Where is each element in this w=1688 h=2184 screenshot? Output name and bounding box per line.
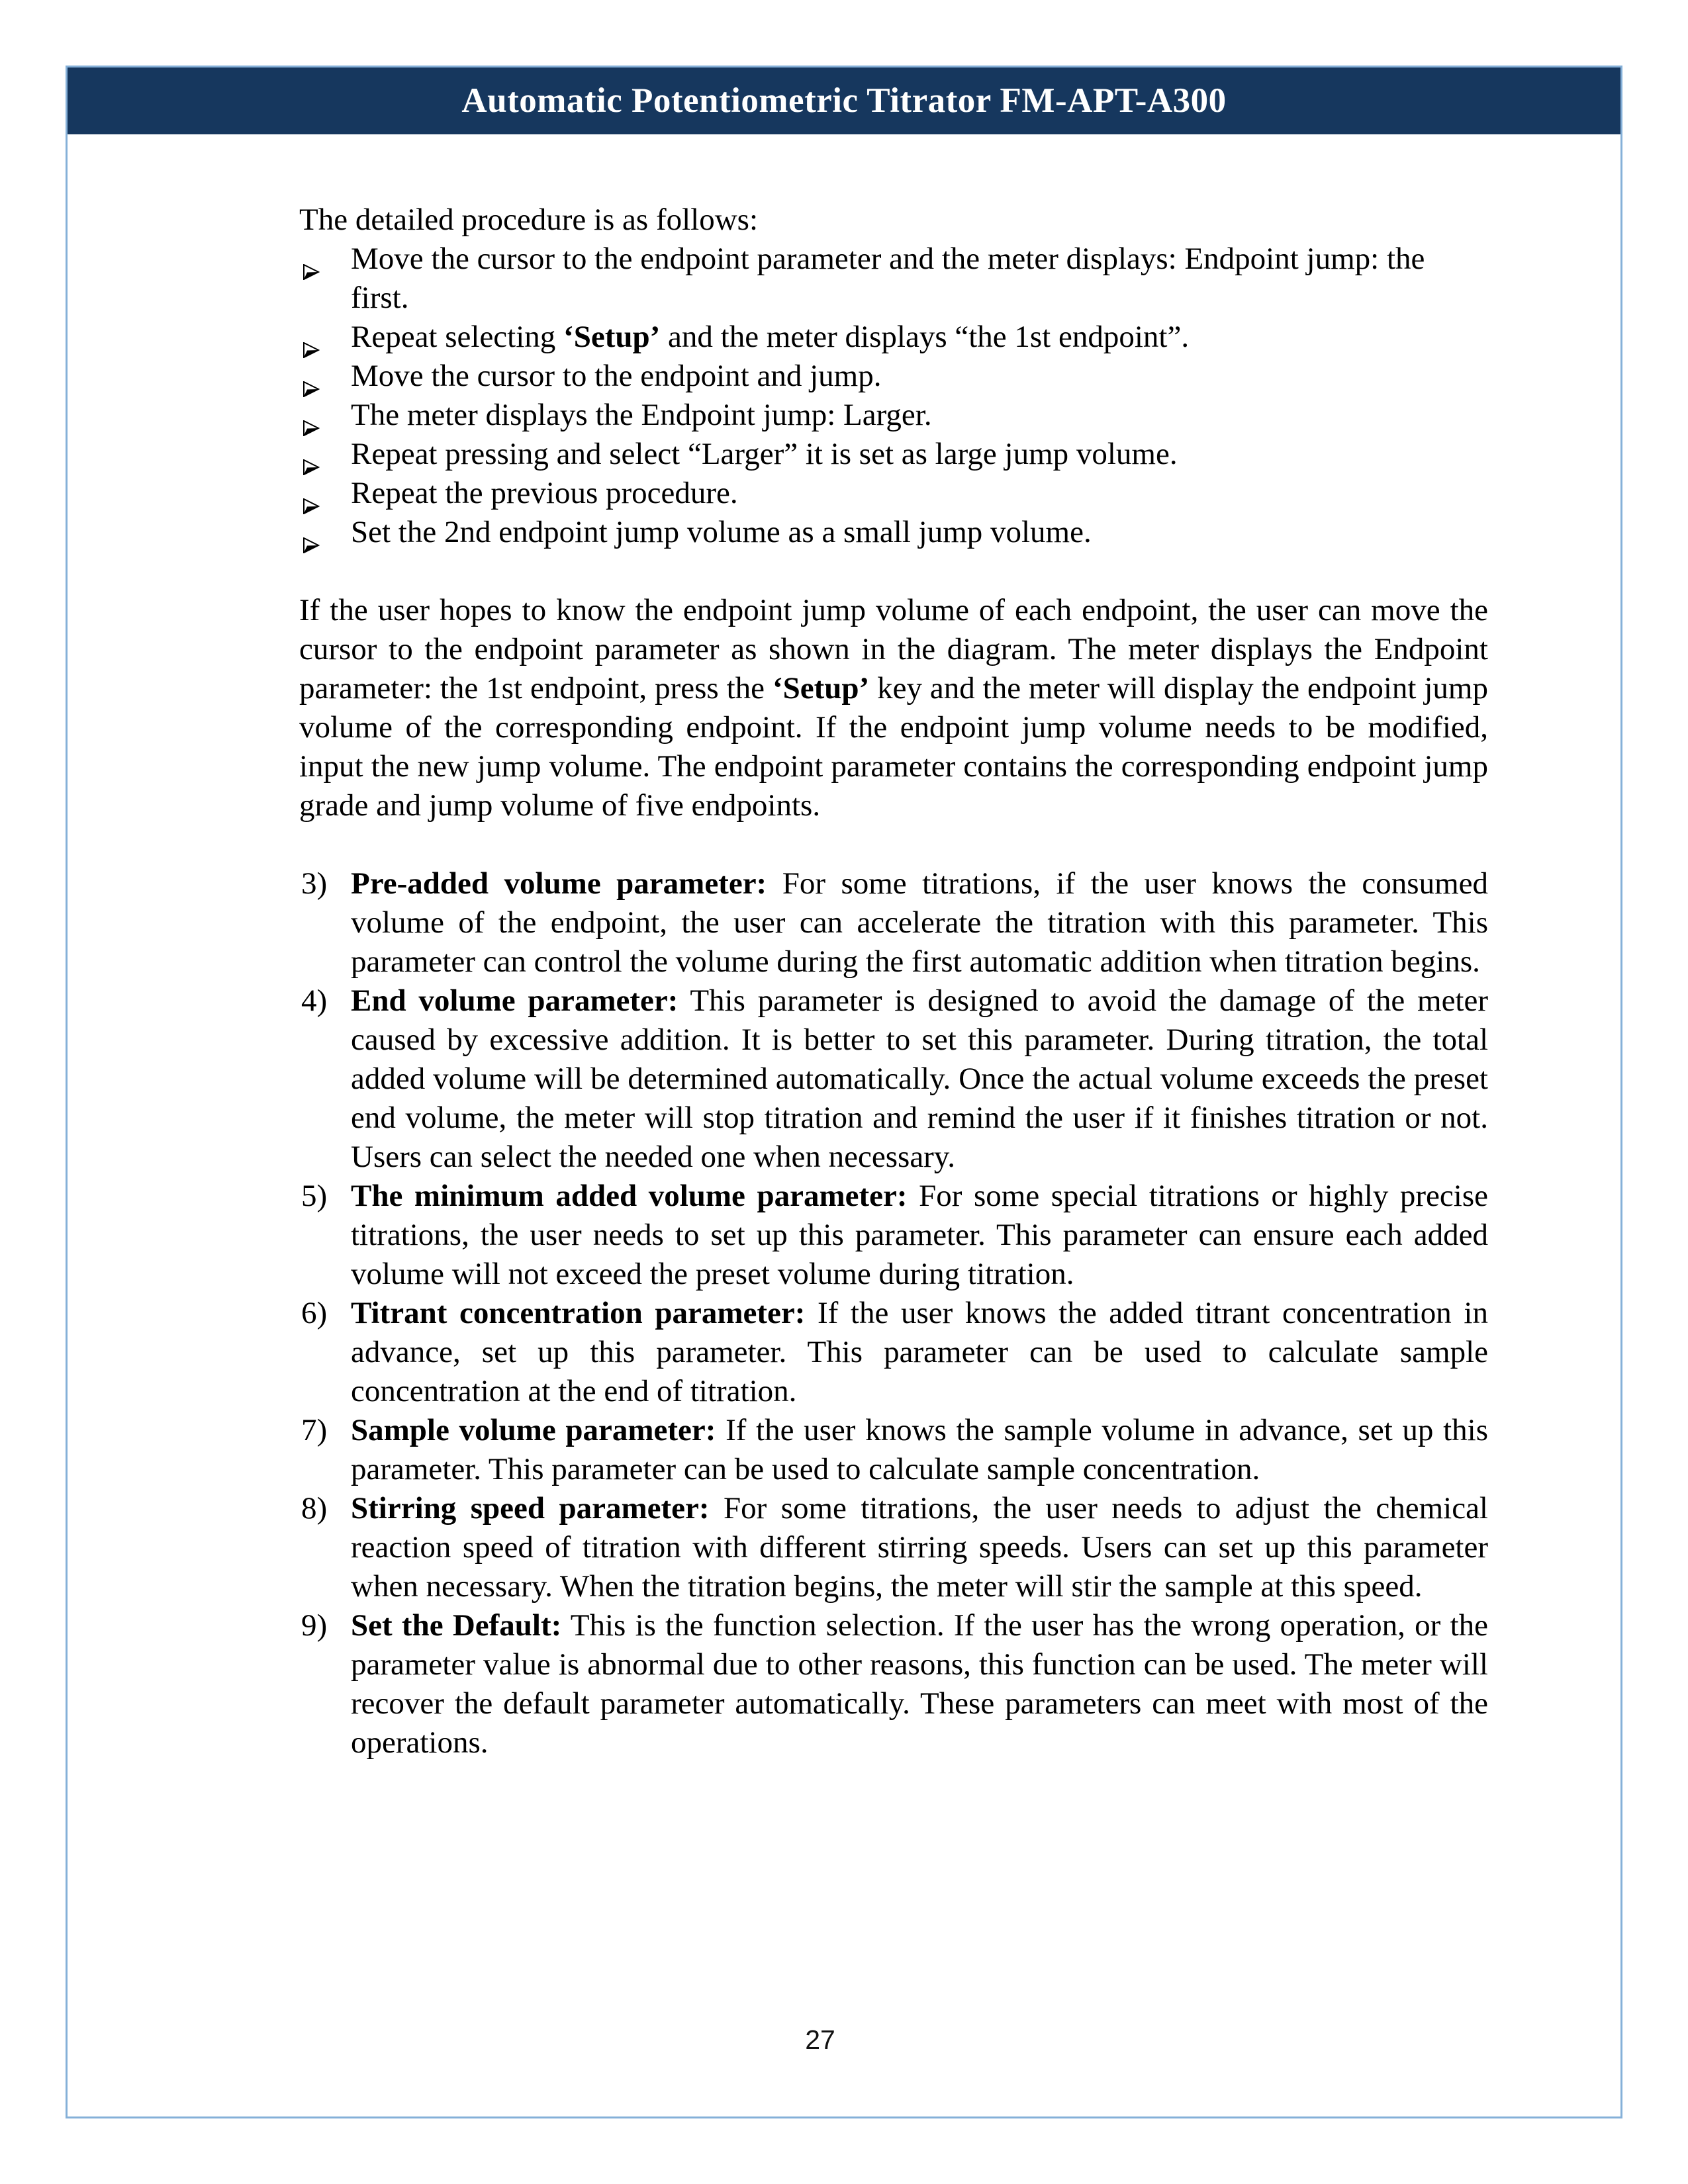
body-paragraph: If the user hopes to know the endpoint jump volume of each endpoint, the user can move the cursor to the endpoint parameter as shown in the diagram. The meter displays the Endpoint parameter: the 1st endpoint, press the ‘Setup’ key and the meter will display the endpoint jump volume of the corresponding endpoint. If the endpoint jump volume needs to be modified, input the new jump volume. The endpoint parameter contains the corresponding endpoint jump grade and jump volume of five endpoints. [299,593,1488,823]
numbered-item [299,981,1488,1177]
numbered-item [299,864,1488,981]
bold-text: Sample volume parameter: [351,1413,716,1447]
page-number: 27 [805,2025,835,2055]
numbered-item [299,1489,1488,1606]
item-text: The minimum added volume parameter: For some special titrations or highly precise titrations, the user needs to set up this parameter. This parameter can ensure each added volume will not exceed the preset volume during titration. [351,1179,1488,1291]
bold-text: ‘Setup’ [772,671,870,705]
bullet-item [299,513,1488,552]
item-number: 7) [301,1413,328,1447]
header-bar [68,68,1620,134]
bullet-item [299,435,1488,474]
bold-text: Pre-added volume parameter: [351,866,767,901]
bold-text: The minimum added volume parameter: [351,1179,908,1213]
bullet-item [299,396,1488,435]
bullet-text: Move the cursor to the endpoint and jump. [351,359,882,393]
arrow-bullet-icon [303,329,320,345]
bullet-text: The meter displays the Endpoint jump: Larger. [351,398,932,432]
bullet-item [299,357,1488,396]
arrow-bullet-icon [303,368,320,384]
item-text: End volume parameter: This parameter is designed to avoid the damage of the meter caused by excessive addition. It is better to set this parameter. During titration, the total added volume will be determined automatically. Once the actual volume exceeds the preset end volume, the meter will stop titration and remind the user if it finishes titration or not. Users can select the needed one when necessary. [351,983,1488,1174]
item-number: 5) [301,1179,328,1213]
content-area [68,134,1620,1762]
intro-text: The detailed procedure is as follows: [299,203,759,237]
page-border [66,66,1622,2118]
item-text: Set the Default: This is the function selection. If the user has the wrong operation, or the parameter value is abnormal due to other reasons, this function can be used. The meter will recover the default parameter automatically. These parameters can meet with most of the operations. [351,1608,1488,1760]
bullet-text: Repeat the previous procedure. [351,476,738,510]
numbered-item [299,1294,1488,1411]
bullet-text: Set the 2nd endpoint jump volume as a small jump volume. [351,515,1092,549]
item-text: Stirring speed parameter: For some titrations, the user needs to adjust the chemical reaction speed of titration with different stirring speeds. Users can set up this parameter when necessary. When the titration begins, the meter will stir the sample at this speed. [351,1491,1488,1604]
bold-text: ‘Setup’ [563,320,661,354]
bullet-item [299,240,1488,318]
item-number: 4) [301,983,328,1018]
arrow-bullet-icon [303,485,320,501]
item-number: 9) [301,1608,328,1643]
numbered-list [299,864,1488,1762]
item-text: Titrant concentration parameter: If the user knows the added titrant concentration in advance, set up this parameter. This parameter can be used to calculate sample concentration at the end of titration. [351,1296,1488,1408]
bullet-item [299,318,1488,357]
bullet-text: Repeat pressing and select “Larger” it is set as large jump volume. [351,437,1178,471]
item-number: 8) [301,1491,328,1525]
item-text: Sample volume parameter: If the user knows the sample volume in advance, set up this parameter. This parameter can be used to calculate sample concentration. [351,1413,1488,1486]
bold-text: End volume parameter: [351,983,679,1018]
page-title: Automatic Potentiometric Titrator FM-APT-A300 [461,81,1227,120]
bullet-text: Move the cursor to the endpoint parameter and the meter displays: Endpoint jump: the first. [351,242,1425,315]
bold-text: Set the Default: [351,1608,562,1643]
arrow-bullet-icon [303,446,320,462]
arrow-bullet-icon [303,524,320,540]
item-number: 3) [301,866,328,901]
bullet-list [299,240,1488,552]
arrow-bullet-icon [303,251,320,267]
bold-text: Titrant concentration parameter: [351,1296,806,1330]
numbered-item [299,1411,1488,1489]
numbered-item [299,1177,1488,1294]
bullet-text: Repeat selecting ‘Setup’ and the meter displays “the 1st endpoint”. [351,320,1190,354]
item-number: 6) [301,1296,328,1330]
numbered-item [299,1606,1488,1762]
bullet-item [299,474,1488,513]
item-text: Pre-added volume parameter: For some titrations, if the user knows the consumed volume of the endpoint, the user can accelerate the titration with this parameter. This parameter can control the volume during the first automatic addition when titration begins. [351,866,1488,979]
arrow-bullet-icon [303,407,320,423]
bold-text: Stirring speed parameter: [351,1491,710,1525]
